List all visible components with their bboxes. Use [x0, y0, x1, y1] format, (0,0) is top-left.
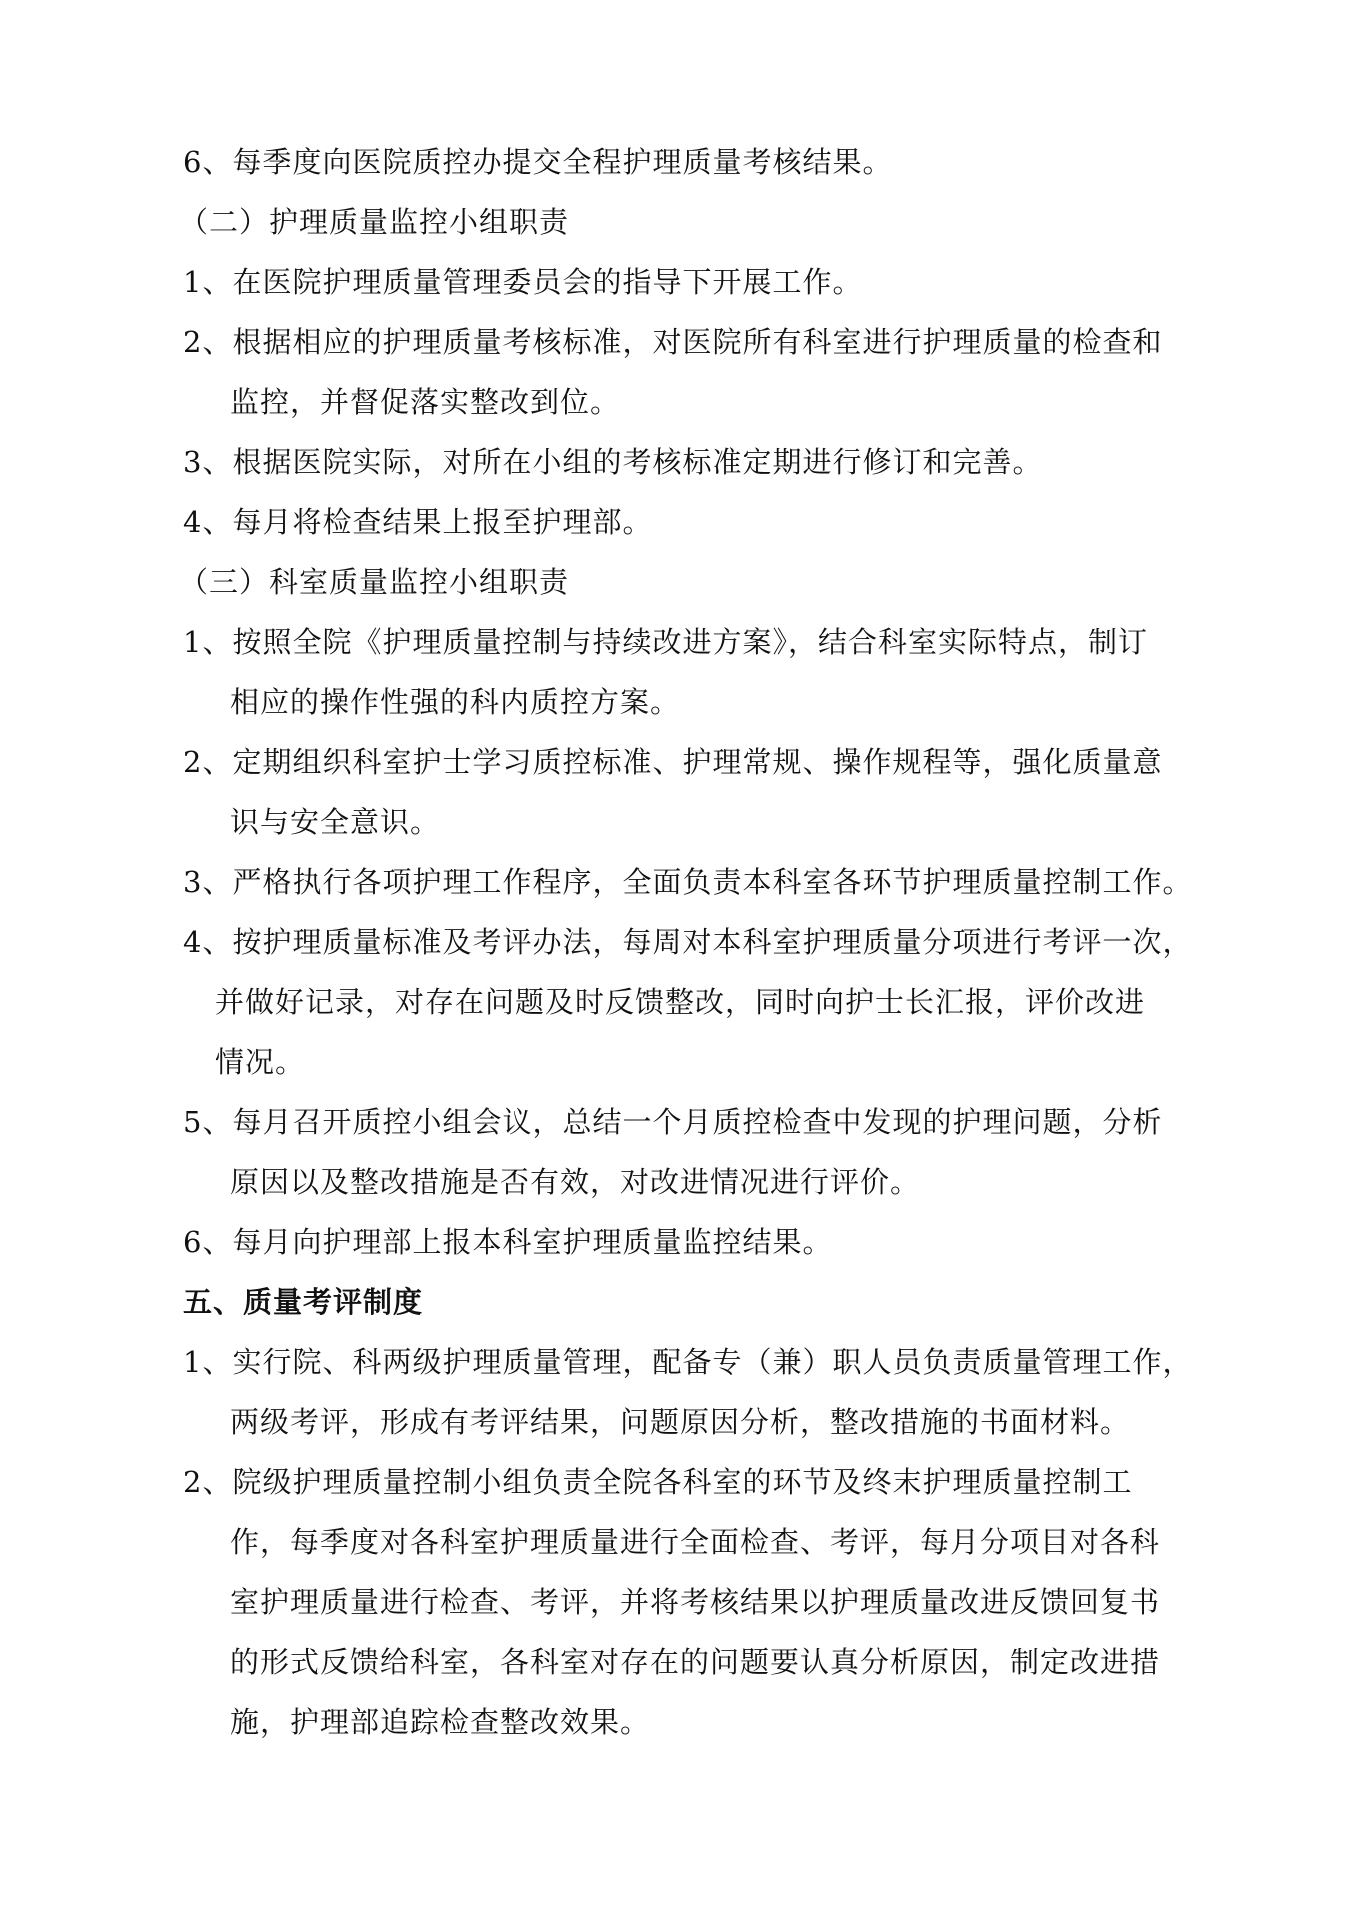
item-3-revision: 3、根据医院实际，对所在小组的考核标准定期进行修订和完善。	[183, 445, 1043, 479]
item-1-plan-cont: 相应的操作性强的科内质控方案。	[230, 685, 681, 719]
item-2-hospital-level-cont2: 室护理质量进行检查、考评，并将考核结果以护理质量改进反馈回复书	[230, 1585, 1161, 1619]
section-2-heading: （二）护理质量监控小组职责	[179, 205, 570, 239]
item-6-quarterly-report: 6、每季度向医院质控办提交全程护理质量考核结果。	[183, 145, 893, 179]
item-2-standards: 2、根据相应的护理质量考核标准，对医院所有科室进行护理质量的检查和	[183, 325, 1163, 359]
item-4-weekly-review: 4、按护理质量标准及考评办法，每周对本科室护理质量分项进行考评一次，	[183, 925, 1193, 959]
item-2-training-cont: 识与安全意识。	[230, 805, 441, 839]
item-1-two-level: 1、实行院、科两级护理质量管理，配备专（兼）职人员负责质量管理工作，	[183, 1345, 1193, 1379]
item-2-standards-cont: 监控，并督促落实整改到位。	[230, 385, 621, 419]
item-1-plan: 1、按照全院《护理质量控制与持续改进方案》，结合科室实际特点，制订	[183, 625, 1148, 659]
item-5-meeting: 5、每月召开质控小组会议，总结一个月质控检查中发现的护理问题，分析	[183, 1105, 1163, 1139]
item-2-hospital-level: 2、院级护理质量控制小组负责全院各科室的环节及终末护理质量控制工	[183, 1465, 1133, 1499]
item-2-training: 2、定期组织科室护士学习质控标准、护理常规、操作规程等，强化质量意	[183, 745, 1163, 779]
item-5-meeting-cont: 原因以及整改措施是否有效，对改进情况进行评价。	[230, 1165, 921, 1199]
item-4-weekly-review-cont2: 情况。	[215, 1045, 306, 1079]
item-4-monthly-report: 4、每月将检查结果上报至护理部。	[183, 505, 653, 539]
item-3-procedures: 3、严格执行各项护理工作程序，全面负责本科室各环节护理质量控制工作。	[183, 865, 1193, 899]
item-2-hospital-level-cont4: 施，护理部追踪检查整改效果。	[230, 1705, 651, 1739]
item-2-hospital-level-cont: 作，每季度对各科室护理质量进行全面检查、考评，每月分项目对各科	[230, 1525, 1161, 1559]
section-3-heading: （三）科室质量监控小组职责	[179, 565, 570, 599]
document-body	[179, 132, 1253, 1752]
item-2-hospital-level-cont3: 的形式反馈给科室，各科室对存在的问题要认真分析原因，制定改进措	[230, 1645, 1161, 1679]
item-1-guidance: 1、在医院护理质量管理委员会的指导下开展工作。	[183, 265, 863, 299]
chapter-5-heading: 五、质量考评制度	[183, 1285, 424, 1319]
item-4-weekly-review-cont: 并做好记录，对存在问题及时反馈整改，同时向护士长汇报，评价改进	[215, 985, 1146, 1019]
item-6-monthly-report: 6、每月向护理部上报本科室护理质量监控结果。	[183, 1225, 833, 1259]
item-1-two-level-cont: 两级考评，形成有考评结果，问题原因分析，整改措施的书面材料。	[230, 1405, 1131, 1439]
